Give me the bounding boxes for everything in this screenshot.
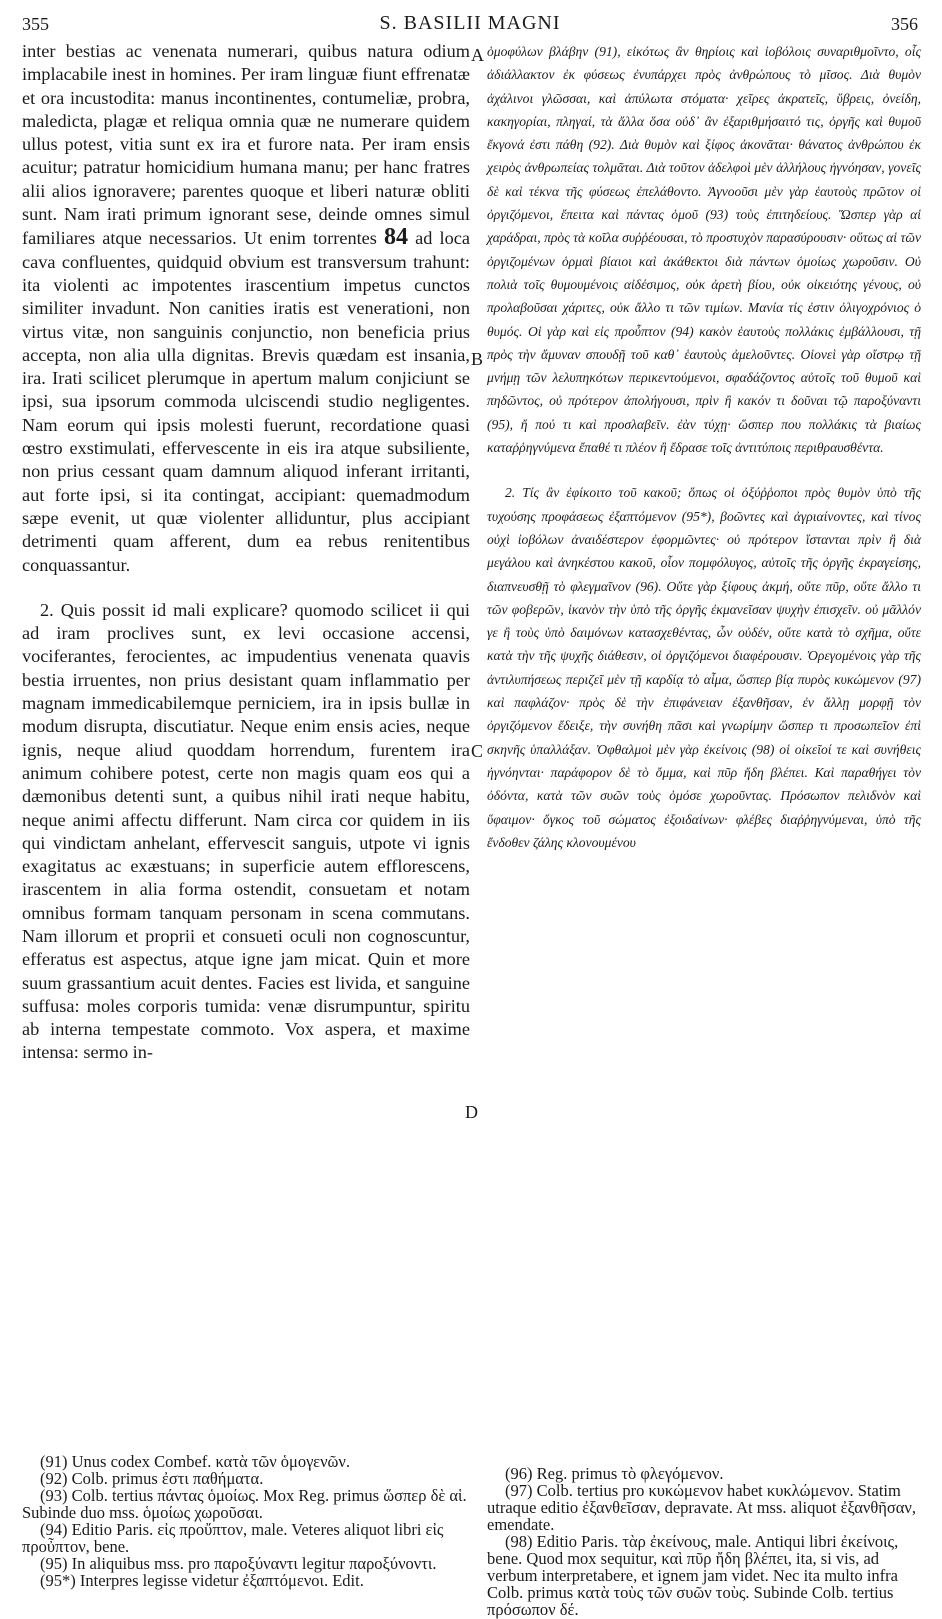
footnote: (92) Colb. primus ἐστι παθήματα. — [40, 1469, 264, 1488]
greek-footnotes — [487, 1465, 921, 1618]
footnote: (98) Editio Paris. τὰρ ἐκείνους, male. Antiqui libri ἐκείνοις, bene. Quod mox sequitur, καὶ πῦρ ἤδη βλέπει, ita, si vis, ad verbum interpretabere, et ignem jam videt. Nec ita multo infra Colb. primus κατὰ τοὺς τῶν συῶν τοὺς. Subinde Colb. tertius πρόσωπον δέ. — [487, 1532, 899, 1619]
footnote: (94) Editio Paris. εἰς προὔπτον, male. Veteres aliquot libri εἰς προὖπτον, bene. — [22, 1520, 444, 1556]
footnote: (95*) Interpres legisse videtur ἐξαπτόμενοι. Edit. — [40, 1571, 364, 1590]
greek-paragraph-2: 2. Τίς ἂν ἐφίκοιτο τοῦ κακοῦ; ὅπως οἱ ὀξύῤῥοποι πρὸς θυμὸν ὑπὸ τῆς τυχούσης προφάσεως ἐξαπτόμενον (95*), βοῶντες καὶ ἀγριαίνοντες, καὶ τίνος οὐχὶ ἰοβόλων ἀναιδέστερον ἐφορμῶντες· οὐ πρότερον ἵστανται πρὶν ἢ διὰ μεγάλου καὶ ἀνηκέστου κακοῦ, οἷον πομφόλυγος, αὐτοῖς τῆς ὀργῆς ἐκραγείσης, διαπνευσθῇ τὸ φλεγμαῖνον (96). Οὔτε γὰρ ξίφους ἀκμή, οὔτε πῦρ, οὔτε ἄλλο τι τῶν φοβερῶν, ἱκανὸν τὴν ὑπὸ τῆς ὀργῆς ἐκμανεῖσαν ψυχὴν ἐπισχεῖν. οὐ μᾶλλόν γε ἢ τοὺς ὑπὸ δαιμόνων κατασχεθέντας, ὧν οὐδέν, οὔτε κατὰ τὸ σχῆμα, οὔτε κατὰ τὴν τῆς ψυχῆς διάθεσιν, οἱ ὀργιζόμενοι διαφέρουσιν. Ὀρεγομένοις γὰρ τῆς ἀντιλυπήσεως περιζεῖ μὲν τῇ καρδίᾳ τὸ αἷμα, ὥσπερ βίᾳ πυρὸς κυκώμενον (97) καὶ παφλάζον· πρὸς δὲ τὴν ἐπιφάνειαν ἐξανθῆσαν, ἐν ἄλλῃ μορφῇ τὸν ὀργιζόμενον ἔδειξε, τὴν συνήθη πᾶσι καὶ γνωρίμην ὥσπερ τι προσωπεῖον ἐπὶ σκηνῆς ὑπαλλάξαν. Ὀφθαλμοὶ μὲν γὰρ ἐκείνοις (98) οἱ οἰκεῖοί τε καὶ συνήθεις ἠγνόηνται· παράφορον δὲ τὸ ὄμμα, καὶ πῦρ ἤδη βλέπει. Καὶ παραθήγει τὸν ὀδόντα, κατὰ τῶν συῶν τοὺς ὁμόσε χωροῦντας. Πρόσωπον πελιδνὸν καὶ ὕφαιμον· ὄγκος τοῦ σώματος ἐξοιδαίνων· φλέβες διαῤῥηγνύμεναι, ὑπὸ τῆς ἔνδοθεν ζάλης κλονουμένου — [487, 485, 921, 850]
page-number-right: 356 — [891, 14, 918, 34]
latin-paragraph-2: 2. Quis possit id mali explicare? quomodo scilicet ii qui ad iram proclives sunt, ex levi occasione accensi, vociferantes, ferocientes, ac impudentius venenata quavis bestia irruentes, non prius desistant quam inflammatio per magnam immedicabilemque perniciem, ira in ipsis bullæ in modum disrupta, discutiatur. Neque enim ensis acies, neque ignis, neque aliud quoddam horrendum, furentem ira animum cohibere potest, certe non magis quam eos qui a dæmonibus detenti sunt, a quibus nihil irati neque habitu, neque animi affectu differunt. Nam circa cor quidem in iis qui vindictam anhelant, effervescit sanguis, utpote vi ignis exagitatus ac exæstuans; in superficie autem efflorescens, irascentem in alia forma ostendit, consuetam et notam omnibus formam tanquam personam in scena commutans. Nam illorum et proprii et consueti oculi non cognoscuntur, efferatus est aspectus, atque igne jam micat. Quin et more suum grassantium acuit dentes. Facies est livida, et sanguine suffusa: moles corporis tumida: venæ disrumpuntur, spiritu ab interna tempestate commoto. Vox aspera, et maxime intensa: sermo in- — [22, 599, 470, 1063]
footnote: (96) Reg. primus τὸ φλεγόμενον. — [505, 1464, 724, 1483]
greek-column — [487, 40, 921, 854]
latin-text-1b: ad loca cava confluentes, quidquid obvium est transversum trahunt: ita violenti ac impotentes irascentium impetus cunctos similiter invadunt. Non canities iratis est venerationi, non virtus vitæ, non sanguinis conjunctio, non beneficia prius accepta, non alia ulla dignitas. Brevis quædam est insania, ira. Irati scilicet plerumque in apertum malum conjiciunt se ipsi, sua ipsorum commoda ulciscendi studio negligentes. Nam eorum qui ipsis molesti fuerunt, recordatione quasi œstro exstimulati, effervescente in eis ira atque subsiliente, non prius cessant quam damnum aliquod inferant irritanti, aut forte ipsi, si ita contingat, accipiant: quemadmodum sæpe evenit, ut quæ violenter alliduntur, plus accipiant detrimenti quam afferent, dum ea rebus renitentibus conquassantur. — [22, 228, 470, 575]
section-marker: 84 — [384, 224, 409, 251]
page-number-left: 355 — [22, 14, 49, 34]
running-title: S. BASILII MAGNI — [379, 12, 561, 34]
footnote: (97) Colb. tertius pro κυκώμενον habet κυκλώμενον. Statim utraque editio ἐξανθεῖσαν, depravate. At mss. aliquot ἐξανθῆσαν, emendate. — [487, 1481, 916, 1534]
footnote: (91) Unus codex Combef. κατὰ τῶν ὁμογενῶν. — [40, 1452, 350, 1471]
page-header — [22, 10, 918, 40]
footnote: (95) In aliquibus mss. pro παροξύναντι legitur παροξύνοντι. — [40, 1554, 437, 1573]
margin-letter-d: D — [465, 1102, 478, 1122]
latin-column — [22, 40, 470, 1065]
margin-letter-a: A — [471, 45, 484, 65]
latin-text-1a: inter bestias ac venenata numerari, quibus natura odium implacabile inest in homines. Per iram linguæ fiunt effrenatæ et ora incustodita: manus incontinentes, contumeliæ, probra, maledicta, plagæ et reliqua omnia quæ ne numerare quidem ullus potest, vitia sunt ex ira et furore nata. Per iram ensis acuitur; patratur homicidium humana manu; per hanc fratres alii alios ignoravere; parentes quoque et liberi naturæ obliti sunt. Nam irati primum ignorant sese, deinde omnes simul familiares atque necessarios. Ut enim torrentes — [22, 41, 470, 249]
margin-letter-c: C — [471, 741, 484, 761]
latin-footnotes — [22, 1453, 470, 1589]
greek-paragraph-1: ὁμοφύλων βλάβην (91), εἰκότως ἂν θηρίοις καὶ ἰοβόλοις συναριθμοῖντο, οἷς ἀδιάλλακτον ἐκ φύσεως ἐνυπάρχει πρὸς ἀνθρώπους τὸ μῖσος. Διὰ θυμὸν ἀχάλινοι γλῶσσαι, καὶ ἀπύλωτα στόματα· χεῖρες ἀκρατεῖς, ὕβρεις, ὀνείδη, κακηγορίαι, πληγαί, τὰ ἄλλα ὅσα οὐδ᾽ ἂν ἐξαριθμήσαιτό τις, ὀργῆς καὶ θυμοῦ ἔκγονά ἐστι πάθη (92). Διὰ θυμὸν καὶ ξίφος ἀκονᾶται· θάνατος ἀνθρώπου ἐκ χειρὸς ἀνθρωπείας τολμᾶται. Διὰ τοῦτον ἀδελφοὶ μὲν ἀλλήλους ἠγνόησαν, γονεῖς δὲ καὶ τέκνα τῆς φύσεως ἐπελάθοντο. Ἀγνοοῦσι μὲν γὰρ ἑαυτοὺς πρῶτον οἱ ὀργιζόμενοι, ἔπειτα καὶ πάντας ὁμοῦ (93) τοὺς ἐπιτηδείους. Ὥσπερ γὰρ αἱ χαράδραι, πρὸς τὰ κοῖλα συῤῥέουσαι, τὸ προστυχὸν παρασύρουσιν· οὕτως αἱ τῶν ὀργιζομένων ὁρμαὶ βίαιοι καὶ ἀκάθεκτοι διὰ πάντων ὁμοίως χωροῦσιν. Οὐ πολιὰ τοῖς θυμουμένοις αἰδέσιμος, οὐκ ἀρετὴ βίου, οὐκ οἰκειότης γένους, οὐ προλαβοῦσαι χάριτες, οὐκ ἄλλο τι τῶν τιμίων. Μανία τίς ἐστιν ὀλιγοχρόνιος ὁ θυμός. Οἱ γὰρ καὶ εἰς προὖπτον (94) κακὸν ἑαυτοὺς πολλάκις ἐμβάλλουσι, τῇ πρὸς τὴν ἄμυναν σπουδῇ τοῦ καθ᾽ ἑαυτοὺς ἀμελοῦντες. Οἱονεὶ γὰρ οἴστρῳ τῇ μνήμῃ τῶν λελυπηκότων περικεντούμενοι, σφαδάζοντος αὐτοῖς τοῦ θυμοῦ καὶ πηδῶντος, οὐ πρότερον ἀπολήγουσι, πρὶν ἢ κακόν τι δοῦναι τῷ παροξύναντι (95), ἤ πού τι καὶ προσλαβεῖν. ἐὰν τύχῃ· ὥσπερ που πολλάκις τὰ βιαίως καταῤῥηγνύμενα ἔπαθέ τι πλέον ἢ ἔδρασε τοῖς ἀντιτύποις περιθραυσθέντα. — [487, 44, 921, 456]
footnote: (93) Colb. tertius πάντας ὁμοίως. Mox Reg. primus ὥσπερ δὲ αἱ. Subinde duo mss. ὁμοίως χωροῦσαι. — [22, 1486, 467, 1522]
latin-paragraph-1 — [22, 40, 470, 577]
margin-letter-b: B — [471, 349, 484, 369]
